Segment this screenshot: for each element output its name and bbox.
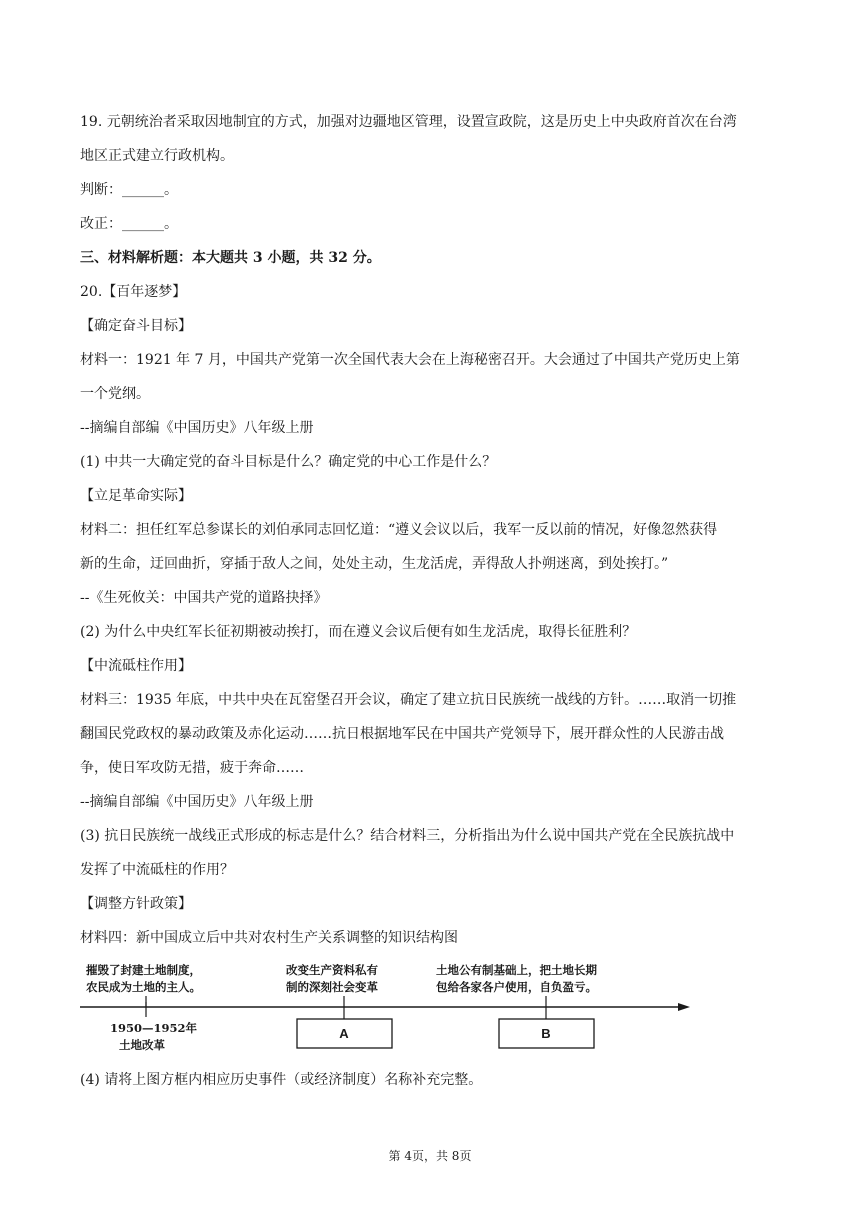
subheading-mainstay: 【中流砥柱作用】 [80, 658, 192, 674]
material-1-line-2: 一个党纲。 [80, 386, 150, 402]
material-2-line-2: 新的生命，迂回曲折，穿插于敌人之间，处处主动，生龙活虎，弄得敌人扑朔迷离，到处挨打。” [80, 556, 669, 572]
section-heading: 三、材料解析题：本大题共 3 小题，共 32 分。 [80, 250, 381, 266]
question-20-title: 20.【百年逐梦】 [80, 284, 187, 300]
timeline-mid-note-line-2: 制的深刻社会变革 [286, 980, 378, 994]
timeline-mid-note-line-1: 改变生产资料私有 [286, 963, 378, 977]
material-1-source: --摘编自部编《中国历史》八年级上册 [80, 420, 314, 436]
timeline-box-b-label: B [541, 1026, 551, 1041]
correction-blank: 改正：______。 [80, 216, 178, 232]
timeline-event-label: 土地改革 [119, 1038, 165, 1052]
question-20-3-line-1: (3) 抗日民族统一战线正式形成的标志是什么？结合材料三，分析指出为什么说中国共产党在全民族抗战中 [80, 828, 735, 844]
timeline-left-note-line-2: 农民成为土地的主人。 [86, 980, 201, 994]
subheading-revolution: 【立足革命实际】 [80, 488, 192, 504]
material-4-line: 材料四：新中国成立后中共对农村生产关系调整的知识结构图 [80, 930, 458, 946]
question-20-4: (4) 请将上图方框内相应历史事件（或经济制度）名称补充完整。 [80, 1072, 483, 1088]
question-20-3-line-2: 发挥了中流砥柱的作用？ [80, 862, 234, 878]
timeline-left-note-line-1: 摧毁了封建土地制度， [86, 963, 201, 977]
timeline-diagram [80, 958, 690, 1058]
material-3-line-2: 翻国民党政权的暴动政策及赤化运动……抗日根据地军民在中国共产党领导下，展开群众性的人民游击战 [80, 726, 724, 742]
material-2-line-1: 材料二：担任红军总参谋长的刘伯承同志回忆道：“遵义会议以后，我军一反以前的情况，好像忽然获得 [80, 522, 718, 538]
material-1-line-1: 材料一：1921 年 7 月，中国共产党第一次全国代表大会在上海秘密召开。大会通过了中国共产党历史上第 [80, 352, 740, 368]
material-3-line-1: 材料三：1935 年底，中共中央在瓦窑堡召开会议，确定了建立抗日民族统一战线的方针。……取消一切推 [80, 692, 737, 708]
judgment-blank: 判断：______。 [80, 182, 178, 198]
timeline-right-note-line-2: 包给各家各户使用，自负盈亏。 [436, 980, 597, 994]
subheading-policy: 【调整方针政策】 [80, 896, 192, 912]
material-3-line-3: 争，使日军攻防无措，疲于奔命…… [80, 760, 304, 776]
timeline-date-label: 1950—1952年 [110, 1021, 198, 1035]
question-20-1: (1) 中共一大确定党的奋斗目标是什么？确定党的中心工作是什么？ [80, 454, 497, 470]
question-19-line-1: 19. 元朝统治者采取因地制宜的方式，加强对边疆地区管理，设置宣政院，这是历史上中央政府首次在台湾 [80, 114, 737, 130]
page-footer: 第 4页，共 8页 [388, 1149, 472, 1163]
material-2-source: --《生死攸关：中国共产党的道路抉择》 [80, 590, 328, 606]
timeline-right-note-line-1: 土地公有制基础上，把土地长期 [436, 963, 597, 977]
question-19-line-2: 地区正式建立行政机构。 [80, 148, 234, 164]
question-20-2: (2) 为什么中央红军长征初期被动挨打，而在遵义会议后便有如生龙活虎，取得长征胜利？ [80, 624, 637, 640]
material-3-source: --摘编自部编《中国历史》八年级上册 [80, 794, 314, 810]
subheading-goal: 【确定奋斗目标】 [80, 318, 192, 334]
timeline-box-a-label: A [339, 1026, 349, 1041]
timeline-arrowhead [678, 1003, 690, 1011]
